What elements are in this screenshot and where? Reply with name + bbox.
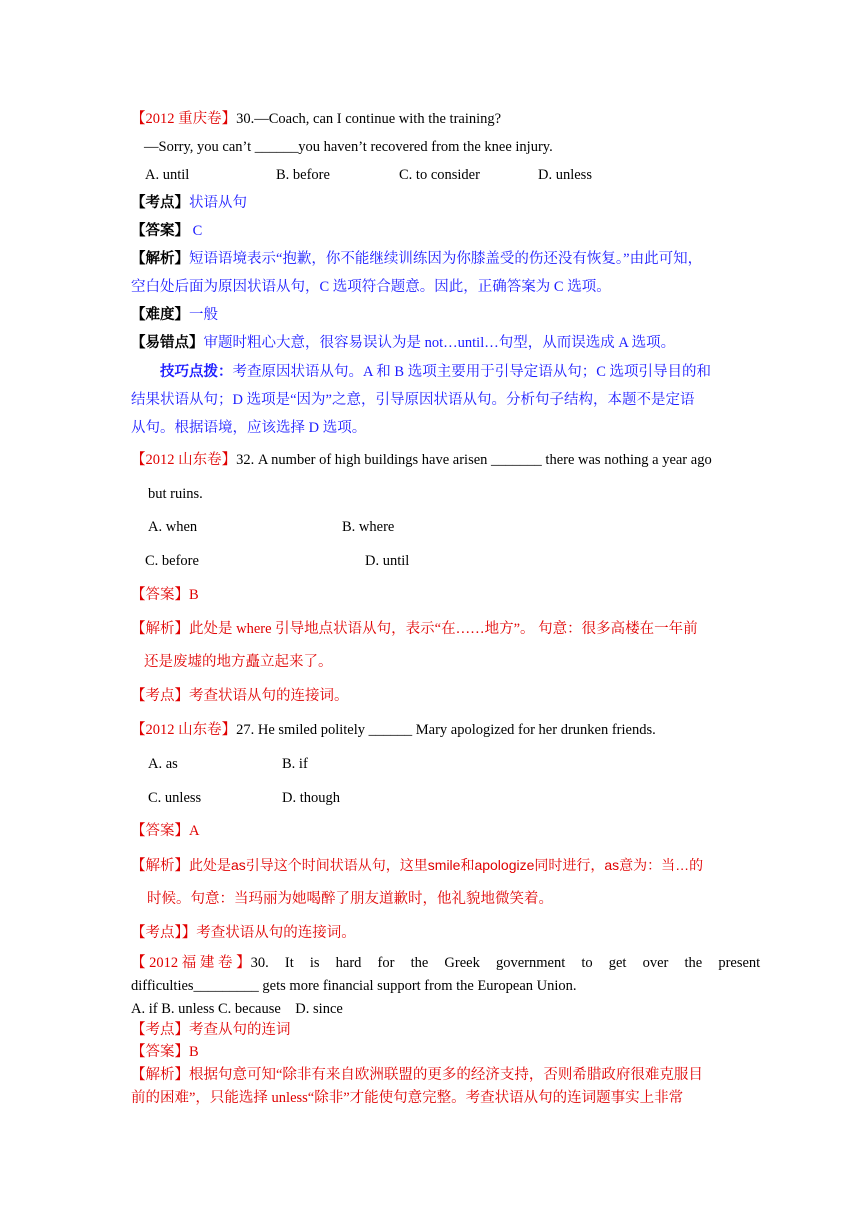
q1-option-a: A. until <box>145 167 190 183</box>
q1-jiqiao-line2: 结果状语从句；D 选项是“因为”之意，引导原因状语从句。分析句子结构，本题不是定语 <box>131 392 695 408</box>
q4-source-tag: 【 2012 福 建 卷 】 <box>131 955 251 971</box>
q2-jiexi-line1 <box>131 619 698 639</box>
q1-jiqiao-line3: 从句。根据语境，应该选择 D 选项。 <box>131 420 367 436</box>
q1-kaodian-label: 【考点】 <box>131 195 189 211</box>
q1-yicuo-label: 【易错点】 <box>131 335 204 351</box>
q2-option-c: C. before <box>145 553 199 569</box>
q3-stem-line <box>131 720 656 740</box>
q3-answer-label: 【答案】 <box>131 823 189 839</box>
q1-stem: 30.—Coach, can I continue with the training? <box>236 111 502 127</box>
q3-kaodian <box>131 923 356 943</box>
q4-jiexi-text1: 根据句意可知“除非有来自欧洲联盟的更多的经济支持，否则希腊政府很难克服目 <box>189 1067 703 1083</box>
q1-yicuo <box>131 333 675 353</box>
q4-stem-line <box>131 953 761 973</box>
q1-jiqiao-label: 技巧点拨： <box>160 364 233 380</box>
q1-stem-line <box>131 109 501 129</box>
q2-kaodian-label: 【考点】 <box>131 688 189 704</box>
q3-jiexi-label: 【解析】 <box>131 858 189 874</box>
q1-source-tag: 【2012 重庆卷】 <box>131 111 237 127</box>
q3-option-b: B. if <box>282 756 308 772</box>
q2-jiexi-label: 【解析】 <box>131 621 189 637</box>
q3-option-c: C. unless <box>148 790 202 806</box>
q1-option-d: D. unless <box>538 167 592 183</box>
q1-option-b: B. before <box>276 167 330 183</box>
q1-nandu-text: 一般 <box>189 307 218 323</box>
q2-stem: 32. A number of high buildings have arisen _______ there was nothing a year ago <box>236 452 712 468</box>
q1-jiqiao-text1: 考查原因状语从句。A 和 B 选项主要用于引导定语从句；C 选项引导目的和 <box>232 364 712 380</box>
q4-answer-label: 【答案】 <box>131 1044 189 1060</box>
q2-kaodian-text: 考查状语从句的连接词。 <box>189 688 349 704</box>
q1-jiexi-text1: 短语语境表示“抱歉，你不能继续训练因为你膝盖受的伤还没有恢复。”由此可知， <box>189 251 703 267</box>
q3-jiexi-line1 <box>131 855 703 876</box>
q2-option-b: B. where <box>342 519 395 535</box>
q2-option-a: A. when <box>148 519 198 535</box>
q2-option-d: D. until <box>365 553 410 569</box>
q2-answer-text: B <box>189 587 199 603</box>
q1-kaodian-text: 状语从句 <box>189 195 247 211</box>
q1-jiqiao-line1 <box>160 362 711 382</box>
q4-options: A. if B. unless C. because D. since <box>131 1001 343 1017</box>
q1-jiexi-line1 <box>131 249 702 269</box>
q1-kaodian <box>131 193 247 213</box>
q1-nandu-label: 【难度】 <box>131 307 189 323</box>
q2-answer-label: 【答案】 <box>131 587 189 603</box>
q1-option-c: C. to consider <box>399 167 480 183</box>
q2-answer <box>131 585 199 605</box>
q1-answer <box>131 221 202 241</box>
q3-answer-text: A <box>189 823 200 839</box>
q4-answer <box>131 1042 199 1062</box>
q4-kaodian <box>131 1020 291 1040</box>
q4-stem: 30. It is hard for the Greek government to get over the present <box>250 955 761 971</box>
q2-stem-line <box>131 450 712 470</box>
q2-kaodian <box>131 686 349 706</box>
q4-answer-text: B <box>189 1044 199 1060</box>
q4-jiexi-line2: 前的困难”，只能选择 unless“除非”才能使句意完整。考查状语从句的连词题事实上非常 <box>131 1090 684 1106</box>
q1-jiexi-label: 【解析】 <box>131 251 189 267</box>
q2-source-tag: 【2012 山东卷】 <box>131 452 237 468</box>
q4-kaodian-text: 考查从句的连词 <box>189 1022 291 1038</box>
q2-jiexi-line2: 还是废墟的地方矗立起来了。 <box>144 654 333 670</box>
q3-option-a: A. as <box>148 756 178 772</box>
q3-source-tag: 【2012 山东卷】 <box>131 722 237 738</box>
q3-jiexi-line2: 时候。句意：当玛丽为她喝醉了朋友道歉时，他礼貌地微笑着。 <box>147 891 553 907</box>
q1-answer-text: C <box>189 223 203 239</box>
q3-kaodian-text: 】考查状语从句的连接词。 <box>181 925 356 941</box>
q1-stem-line2: —Sorry, you can’t ______you haven’t recovered from the knee injury. <box>144 139 553 155</box>
q4-stem-line2: difficulties_________ gets more financial support from the European Union. <box>131 978 577 994</box>
q3-answer <box>131 821 199 841</box>
q2-stem-line2: but ruins. <box>148 486 203 502</box>
q3-option-d: D. though <box>282 790 340 806</box>
q3-jiexi-text1: 此处是as引导这个时间状语从句，这里smile和apologize同时进行，as意为：当…的 <box>189 857 704 873</box>
q1-nandu <box>131 305 218 325</box>
q1-jiexi-line2: 空白处后面为原因状语从句，C 选项符合题意。因此，正确答案为 C 选项。 <box>131 279 611 295</box>
q2-jiexi-text1: 此处是 where 引导地点状语从句，表示“在……地方”。 句意：很多高楼在一年前 <box>189 621 698 637</box>
q4-jiexi-line1 <box>131 1065 703 1085</box>
q3-stem: 27. He smiled politely ______ Mary apologized for her drunken friends. <box>236 722 656 738</box>
q4-jiexi-label: 【解析】 <box>131 1067 189 1083</box>
q1-answer-label: 【答案】 <box>131 223 189 239</box>
q3-kaodian-label: 【考点】 <box>131 925 182 941</box>
q1-yicuo-text: 审题时粗心大意，很容易误认为是 not…until…句型，从而误选成 A 选项。 <box>203 335 676 351</box>
q4-kaodian-label: 【考点】 <box>131 1022 189 1038</box>
